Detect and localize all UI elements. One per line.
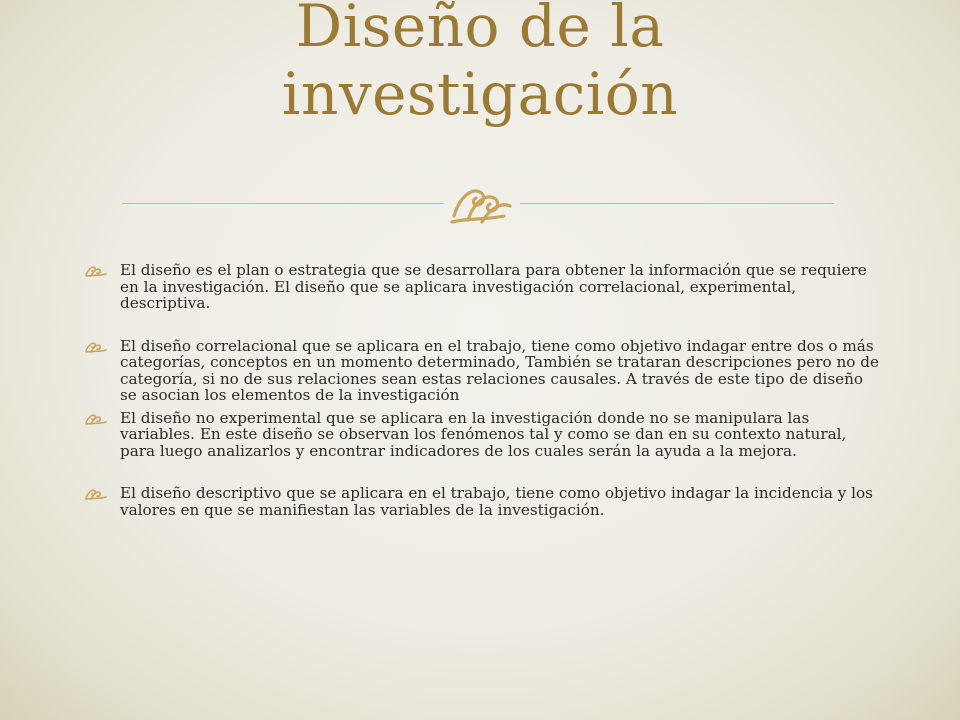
title-line-1: Diseño de la xyxy=(295,0,665,60)
divider-line-right xyxy=(520,203,834,204)
bullet-text: El diseño descriptivo que se aplicara en el trabajo, tiene como objetivo indagar la incidencia y los valores en que se manifiestan las variables de la investigación. xyxy=(120,484,873,519)
bullet-text: El diseño no experimental que se aplicara en la investigación donde no se manipulara las variables. En este diseño se observan los fenómenos tal y como se dan en su contexto natural, para luego analizarlos y encontrar indicadores de los cuales serán la ayuda a la mejora. xyxy=(120,408,847,460)
scroll-bullet-icon xyxy=(84,412,108,426)
bullet-item xyxy=(80,338,880,404)
scroll-bullet-icon xyxy=(84,340,108,354)
scroll-bullet-icon xyxy=(84,264,108,278)
flourish-icon xyxy=(446,178,518,228)
bullet-item xyxy=(80,410,880,460)
divider-line-left xyxy=(122,203,444,204)
bullet-item xyxy=(80,485,880,518)
title-line-2: investigación xyxy=(281,60,679,128)
scroll-bullet-icon xyxy=(84,487,108,501)
bullet-text: El diseño correlacional que se aplicara en el trabajo, tiene como objetivo indagar entre dos o más categorías, conceptos en un momento determinado, También se trataran descripciones pero no de categoría, si no de sus relaciones sean estas relaciones causales. A través de este tipo de diseño se asocian los elementos de la investigación xyxy=(120,336,879,404)
slide-title xyxy=(0,0,960,128)
slide-body xyxy=(80,262,880,518)
bullet-text: El diseño es el plan o estrategia que se desarrollara para obtener la información que se requiere en la investigación. El diseño que se aplicara investigación correlacional, experimental, descriptiva. xyxy=(120,261,867,312)
bullet-item xyxy=(80,262,880,312)
